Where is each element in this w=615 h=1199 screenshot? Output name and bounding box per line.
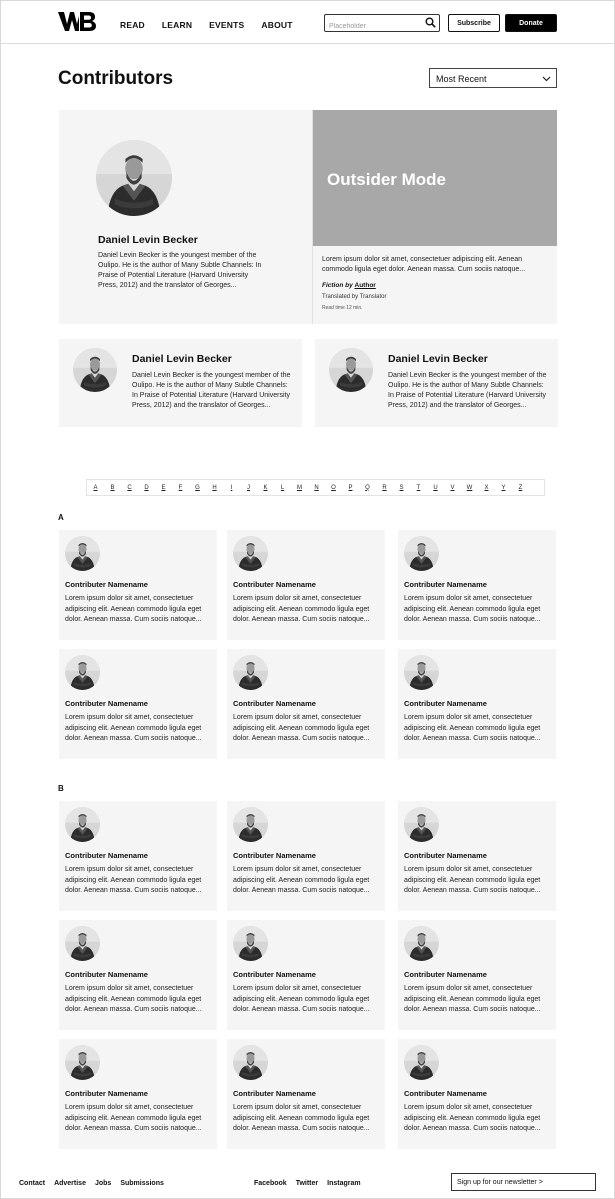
highlight-card[interactable] (315, 339, 558, 427)
portrait-icon (96, 140, 172, 216)
contributor-bio: Lorem ipsum dolor sit amet, consectetuer adipiscing elit. Aenean commodo ligula eget dolor. Aenean massa. Cum sociis natoque... (233, 595, 370, 623)
highlight-name: Daniel Levin Becker (388, 353, 488, 365)
alphabet-letter-i[interactable]: I (230, 484, 233, 491)
avatar (233, 1045, 268, 1080)
alphabet-letter-o[interactable]: O (331, 484, 336, 491)
portrait-icon (404, 1045, 439, 1080)
nav-about[interactable]: ABOUT (261, 20, 293, 30)
contributor-name: Contributer Namename (233, 699, 316, 708)
contributor-bio: Lorem ipsum dolor sit amet, consectetuer adipiscing elit. Aenean commodo ligula eget dolor. Aenean massa. Cum sociis natoque... (233, 866, 370, 894)
avatar (233, 807, 268, 842)
story-category-label: Fiction by (322, 282, 353, 289)
chevron-down-icon (542, 74, 551, 83)
portrait-icon (65, 807, 100, 842)
portrait-icon (65, 536, 100, 571)
portrait-icon (233, 536, 268, 571)
twitter-link[interactable]: Twitter (295, 1180, 319, 1187)
contributor-card[interactable] (59, 530, 217, 640)
avatar (404, 655, 439, 690)
avatar (404, 807, 439, 842)
contributor-bio: Lorem ipsum dolor sit amet, consectetuer adipiscing elit. Aenean commodo ligula eget dolor. Aenean massa. Cum sociis natoque... (233, 1104, 370, 1132)
site-header (0, 0, 615, 44)
portrait-icon (233, 655, 268, 690)
contributor-bio: Lorem ipsum dolor sit amet, consectetuer adipiscing elit. Aenean commodo ligula eget dolor. Aenean massa. Cum sociis natoque... (404, 866, 541, 894)
featured-name[interactable]: Daniel Levin Becker (98, 234, 198, 246)
portrait-icon (73, 348, 117, 392)
nav-read[interactable]: READ (120, 20, 145, 30)
portrait-icon (65, 1045, 100, 1080)
alphabet-letter-h[interactable]: H (212, 484, 217, 491)
alphabet-letter-n[interactable]: N (314, 484, 319, 491)
story-title[interactable]: Outsider Mode (327, 170, 447, 189)
story-excerpt: Lorem ipsum dolor sit amet, consectetuer adipiscing elit. Aenean commodo ligula eget dolor. Aenean massa. Cum sociis natoque... (322, 256, 526, 273)
portrait-icon (233, 1045, 268, 1080)
alphabet-letter-t[interactable]: T (416, 484, 421, 491)
sort-dropdown[interactable] (429, 68, 557, 88)
story-image[interactable] (313, 110, 557, 246)
alphabet-letter-f[interactable]: F (178, 484, 183, 491)
contributor-bio: Lorem ipsum dolor sit amet, consectetuer adipiscing elit. Aenean commodo ligula eget dolor. Aenean massa. Cum sociis natoque... (65, 985, 202, 1013)
alphabet-letter-c[interactable]: C (127, 484, 132, 491)
contributor-name: Contributer Namename (65, 851, 148, 860)
contributor-card[interactable] (59, 920, 217, 1030)
donate-button[interactable]: Donate (505, 14, 557, 32)
avatar (65, 926, 100, 961)
portrait-icon (233, 926, 268, 961)
sort-value: Most Recent (436, 74, 487, 84)
contributor-name: Contributer Namename (233, 1089, 316, 1098)
contributor-bio: Lorem ipsum dolor sit amet, consectetuer adipiscing elit. Aenean commodo ligula eget dolor. Aenean massa. Cum sociis natoque... (233, 985, 370, 1013)
contributor-card[interactable] (398, 1039, 556, 1149)
contributor-name: Contributer Namename (65, 699, 148, 708)
avatar (65, 807, 100, 842)
alphabet-letter-m[interactable]: M (297, 484, 302, 491)
avatar (329, 348, 373, 392)
contributor-card[interactable] (398, 649, 556, 759)
avatar (404, 926, 439, 961)
nav-events[interactable]: EVENTS (209, 20, 245, 30)
footer-submissions-link[interactable]: Submissions (120, 1180, 164, 1187)
alphabet-letter-j[interactable]: J (247, 484, 250, 491)
contributor-card[interactable] (227, 649, 385, 759)
contributor-bio: Lorem ipsum dolor sit amet, consectetuer adipiscing elit. Aenean commodo ligula eget dolor. Aenean massa. Cum sociis natoque... (404, 985, 541, 1013)
portrait-icon (404, 655, 439, 690)
alphabet-letter-v[interactable]: V (450, 484, 455, 491)
nav-learn[interactable]: LEARN (161, 20, 193, 30)
contributor-bio: Lorem ipsum dolor sit amet, consectetuer adipiscing elit. Aenean commodo ligula eget dolor. Aenean massa. Cum sociis natoque... (404, 1104, 541, 1132)
portrait-icon (404, 536, 439, 571)
contributor-card[interactable] (227, 920, 385, 1030)
story-translator: Translated by Translator (322, 294, 387, 300)
alphabet-letter-g[interactable]: G (195, 484, 200, 491)
contributor-card[interactable] (398, 920, 556, 1030)
contributor-name: Contributer Namename (404, 699, 487, 708)
contributor-name: Contributer Namename (65, 1089, 148, 1098)
contributor-name: Contributer Namename (404, 970, 487, 979)
alphabet-letter-l[interactable]: L (280, 484, 285, 491)
contributor-bio: Lorem ipsum dolor sit amet, consectetuer adipiscing elit. Aenean commodo ligula eget dolor. Aenean massa. Cum sociis natoque... (65, 595, 202, 623)
highlight-name: Daniel Levin Becker (132, 353, 232, 365)
featured-bio: Daniel Levin Becker is the youngest member of the Oulipo. He is the author of Many Subtle Channels: In Praise of Potential Literature (Harvard University Press, 2012) and the translator of Georges... (98, 252, 262, 289)
alphabet-letter-r[interactable]: R (382, 484, 387, 491)
alphabet-filter (86, 479, 545, 496)
contributor-name: Contributer Namename (404, 1089, 487, 1098)
contributor-card[interactable] (227, 801, 385, 911)
footer-contact-link[interactable]: Contact (19, 1180, 46, 1187)
footer-links (19, 1180, 164, 1187)
contributor-bio: Lorem ipsum dolor sit amet, consectetuer adipiscing elit. Aenean commodo ligula eget dolor. Aenean massa. Cum sociis natoque... (404, 714, 541, 742)
portrait-icon (65, 926, 100, 961)
contributor-card[interactable] (398, 801, 556, 911)
highlight-card[interactable] (59, 339, 302, 427)
contributor-card[interactable] (59, 801, 217, 911)
contributor-card[interactable] (59, 649, 217, 759)
contributor-card[interactable] (59, 1039, 217, 1149)
footer-jobs-link[interactable]: Jobs (94, 1180, 112, 1187)
main-nav (120, 20, 293, 30)
contributor-bio: Lorem ipsum dolor sit amet, consectetuer adipiscing elit. Aenean commodo ligula eget dolor. Aenean massa. Cum sociis natoque... (65, 714, 202, 742)
alphabet-letter-b[interactable]: B (110, 484, 115, 491)
search-input[interactable] (325, 19, 420, 35)
contributor-bio: Lorem ipsum dolor sit amet, consectetuer adipiscing elit. Aenean commodo ligula eget dolor. Aenean massa. Cum sociis natoque... (233, 714, 370, 742)
avatar (65, 1045, 100, 1080)
facebook-link[interactable]: Facebook (254, 1180, 287, 1187)
story-author-link[interactable]: Author (354, 282, 376, 289)
search-icon[interactable] (425, 17, 436, 28)
search-box (324, 14, 440, 32)
logo-icon[interactable] (58, 11, 96, 32)
contributor-name: Contributer Namename (65, 970, 148, 979)
avatar (65, 655, 100, 690)
contributor-bio: Lorem ipsum dolor sit amet, consectetuer adipiscing elit. Aenean commodo ligula eget dolor. Aenean massa. Cum sociis natoque... (65, 866, 202, 894)
alphabet-letter-e[interactable]: E (161, 484, 166, 491)
alphabet-letter-w[interactable]: W (466, 484, 473, 491)
avatar (404, 536, 439, 571)
alphabet-letter-s[interactable]: S (399, 484, 404, 491)
alphabet-letter-u[interactable]: U (433, 484, 438, 491)
highlight-bio: Daniel Levin Becker is the youngest member of the Oulipo. He is the author of Many Subtle Channels: In Praise of Potential Literature (Harvard University Press, 2012) and the translator of Georges... (388, 372, 547, 409)
social-links (254, 1180, 361, 1187)
portrait-icon (65, 655, 100, 690)
alphabet-letter-x[interactable]: X (484, 484, 489, 491)
contributor-card[interactable] (227, 1039, 385, 1149)
section-letter-heading: A (58, 513, 64, 522)
avatar (233, 655, 268, 690)
contributor-name: Contributer Namename (65, 580, 148, 589)
subscribe-button[interactable]: Subscribe (448, 14, 500, 32)
contributor-name: Contributer Namename (233, 970, 316, 979)
alphabet-letter-y[interactable]: Y (501, 484, 506, 491)
avatar (233, 536, 268, 571)
avatar (65, 536, 100, 571)
contributor-card[interactable] (398, 530, 556, 640)
alphabet-letter-k[interactable]: K (263, 484, 268, 491)
avatar[interactable] (96, 140, 172, 216)
story-category (322, 282, 376, 289)
highlight-bio: Daniel Levin Becker is the youngest member of the Oulipo. He is the author of Many Subtle Channels: In Praise of Potential Literature (Harvard University Press, 2012) and the translator of Georges... (132, 372, 291, 409)
contributor-name: Contributer Namename (233, 851, 316, 860)
footer-advertise-link[interactable]: Advertise (54, 1180, 86, 1187)
instagram-link[interactable]: Instagram (327, 1180, 361, 1187)
story-readtime: Read time 12 min. (322, 305, 363, 311)
avatar (233, 926, 268, 961)
contributor-name: Contributer Namename (233, 580, 316, 589)
newsletter-label: Sign up for our newsletter > (457, 1179, 543, 1186)
contributor-card[interactable] (227, 530, 385, 640)
page-title: Contributors (58, 68, 174, 89)
alphabet-letter-a[interactable]: A (93, 484, 98, 491)
portrait-icon (329, 348, 373, 392)
avatar (404, 1045, 439, 1080)
section-letter-heading: B (58, 784, 64, 793)
portrait-icon (404, 926, 439, 961)
contributor-bio: Lorem ipsum dolor sit amet, consectetuer adipiscing elit. Aenean commodo ligula eget dolor. Aenean massa. Cum sociis natoque... (404, 595, 541, 623)
contributor-name: Contributer Namename (404, 580, 487, 589)
contributor-bio: Lorem ipsum dolor sit amet, consectetuer adipiscing elit. Aenean commodo ligula eget dolor. Aenean massa. Cum sociis natoque... (65, 1104, 202, 1132)
alphabet-letter-p[interactable]: P (348, 484, 353, 491)
newsletter-signup[interactable] (451, 1173, 596, 1191)
alphabet-letter-q[interactable]: Q (365, 484, 370, 491)
alphabet-letter-z[interactable]: Z (518, 484, 523, 491)
contributor-name: Contributer Namename (404, 851, 487, 860)
avatar (73, 348, 117, 392)
featured-contributor (59, 110, 557, 324)
portrait-icon (233, 807, 268, 842)
portrait-icon (404, 807, 439, 842)
alphabet-letter-d[interactable]: D (144, 484, 149, 491)
